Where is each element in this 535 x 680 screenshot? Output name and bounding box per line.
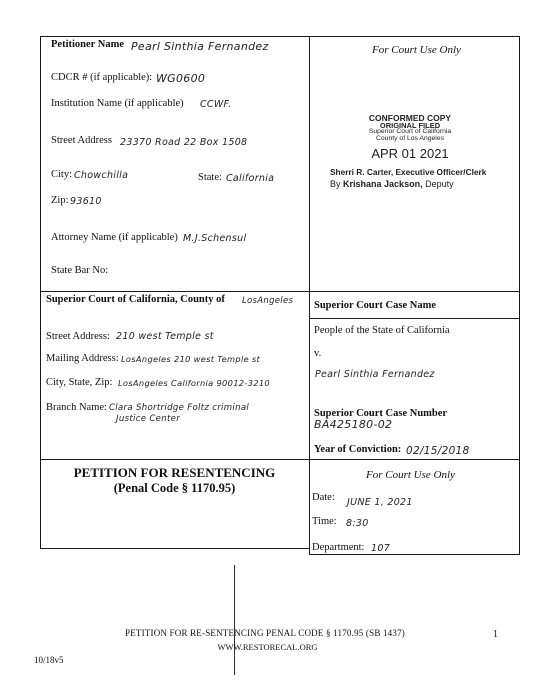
conviction-year-value[interactable]: 02/15/2018	[406, 445, 470, 457]
stamp-by: By	[330, 179, 341, 189]
stamp-date: APR 01 2021	[371, 146, 449, 161]
street-address-value[interactable]: 23370 Road 22 Box 1508	[120, 137, 248, 148]
city-label: City:	[51, 169, 73, 180]
case-number-label: Superior Court Case Number	[314, 408, 448, 419]
petition-subtitle: (Penal Code § 1170.95)	[113, 481, 236, 495]
department-value[interactable]: 107	[371, 543, 391, 554]
page-number: 1	[493, 629, 498, 640]
hearing-time-label: Time:	[312, 516, 337, 527]
footer-website: WWW.RESTORECAL.ORG	[217, 642, 318, 652]
branch-name-value-1[interactable]: Clara Shortridge Foltz criminal	[109, 403, 250, 413]
stamp-deputy-name: Krishana Jackson,	[343, 179, 423, 189]
versus-label: v.	[314, 348, 322, 359]
people-label: People of the State of California	[314, 325, 450, 336]
mailing-address-value[interactable]: LosAngeles 210 west Temple st	[121, 354, 261, 364]
court-county-value[interactable]: LosAngeles	[242, 296, 294, 306]
attorney-value[interactable]: M.J.Schensul	[183, 233, 247, 244]
stamp-line4: County of Los Angeles	[375, 135, 444, 142]
petition-title: PETITION FOR RESENTENCING	[73, 465, 276, 480]
court-street-value[interactable]: 210 west Temple st	[116, 331, 214, 342]
cdcr-value[interactable]: WG0600	[156, 72, 206, 85]
footer-title: PETITION FOR RE-SENTENCING PENAL CODE § 1170.95 (SB 1437)	[125, 628, 405, 638]
case-number-value[interactable]: BA425180-02	[314, 418, 393, 431]
binding-mark	[234, 565, 235, 675]
defendant-value[interactable]: Pearl Sinthia Fernandez	[315, 369, 435, 380]
attorney-label: Attorney Name (if applicable)	[51, 232, 178, 243]
mailing-address-label: Mailing Address:	[46, 353, 119, 364]
stamp-line2: ORIGINAL FILED	[379, 121, 441, 130]
branch-name-label: Branch Name:	[46, 402, 107, 413]
court-use-bottom-label: For Court Use Only	[366, 469, 455, 481]
petitioner-name-label: Petitioner Name	[51, 39, 124, 50]
state-label: State:	[198, 172, 222, 183]
state-bar-label: State Bar No:	[51, 265, 109, 276]
street-address-label: Street Address	[51, 135, 112, 146]
zip-label: Zip:	[51, 195, 69, 206]
stamp-line3: Superior Court of California	[368, 128, 452, 135]
stamp-by-line	[330, 179, 454, 189]
stamp-line1: CONFORMED COPY	[368, 113, 452, 123]
branch-name-value-2[interactable]: Justice Center	[116, 414, 181, 424]
hearing-date-label: Date:	[312, 492, 335, 503]
court-county-label: Superior Court of California, County of	[46, 294, 225, 305]
stamp-deputy: Deputy	[425, 179, 454, 189]
stamp-clerk: Sherri R. Carter, Executive Officer/Clerk	[330, 167, 487, 177]
court-use-label: For Court Use Only	[372, 44, 461, 56]
case-name-label: Superior Court Case Name	[314, 300, 437, 311]
cdcr-label: CDCR # (if applicable):	[51, 72, 153, 83]
court-street-label: Street Address:	[46, 331, 110, 342]
hearing-time-value[interactable]: 8:30	[346, 518, 369, 529]
zip-value[interactable]: 93610	[70, 196, 102, 207]
city-state-zip-label: City, State, Zip:	[46, 377, 113, 388]
city-state-zip-value[interactable]: LosAngeles California 90012-3210	[118, 378, 270, 388]
conviction-year-label: Year of Conviction:	[314, 444, 402, 455]
department-label: Department:	[312, 542, 365, 553]
hearing-date-value[interactable]: JUNE 1, 2021	[347, 497, 413, 508]
institution-label: Institution Name (if applicable)	[51, 98, 184, 109]
petitioner-name-value[interactable]: Pearl Sinthia Fernandez	[131, 40, 269, 53]
form-version: 10/18v5	[34, 655, 64, 665]
institution-value[interactable]: CCWF.	[200, 99, 232, 110]
city-value[interactable]: Chowchilla	[74, 170, 129, 181]
state-value[interactable]: California	[226, 173, 275, 184]
